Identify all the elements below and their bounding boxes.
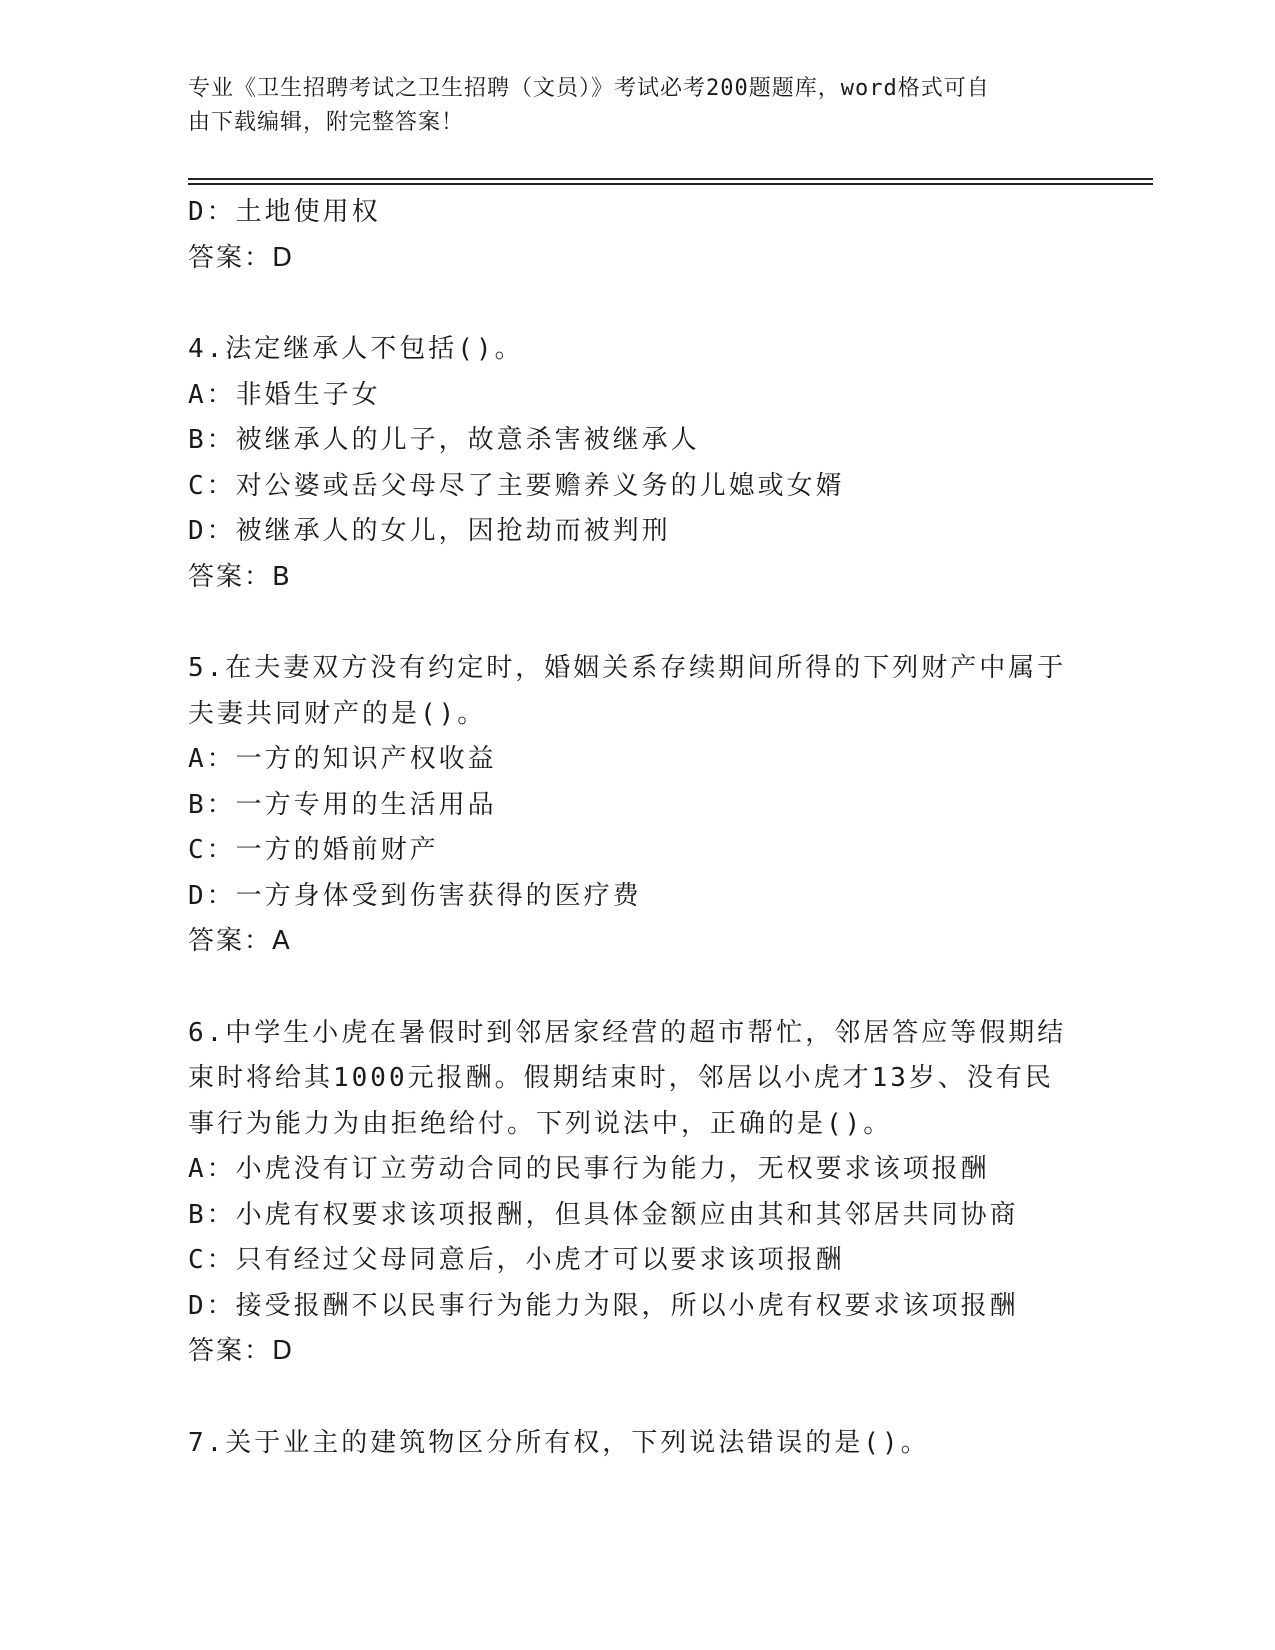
question-text: 夫妻共同财产的是()。 xyxy=(188,698,487,729)
question-text: 5.在夫妻双方没有约定时，婚姻关系存续期间所得的下列财产中属于 xyxy=(188,653,1067,683)
option-line: A：小虎没有订立劳动合同的民事行为能力，无权要求该项报酬 xyxy=(188,1154,990,1184)
question-text: 束时将给其1000元报酬。假期结束时，邻居以小虎才13岁、没有民 xyxy=(188,1063,1054,1093)
spacer xyxy=(188,281,1088,327)
option-line: D：接受报酬不以民事行为能力为限，所以小虎有权要求该项报酬 xyxy=(188,1290,1019,1321)
option-line: C：一方的婚前财产 xyxy=(188,835,439,865)
option-line: C：只有经过父母同意后，小虎才可以要求该项报酬 xyxy=(188,1245,845,1275)
spacer xyxy=(188,600,1088,646)
document-header xyxy=(188,72,1068,140)
option-line: D：土地使用权 xyxy=(188,197,381,227)
answer-line: 答案：A xyxy=(188,926,292,956)
option-line: B：小虎有权要求该项报酬，但具体金额应由其和其邻居共同协商 xyxy=(188,1199,1019,1230)
question-list xyxy=(188,190,1088,1466)
option-line: D：被继承人的女儿，因抢劫而被判刑 xyxy=(188,516,671,546)
answer-line: 答案：D xyxy=(188,1336,295,1366)
option-line: A：一方的知识产权收益 xyxy=(188,744,497,774)
spacer xyxy=(188,965,1088,1011)
option-line: C：对公婆或岳父母尽了主要赡养义务的儿媳或女婿 xyxy=(188,470,845,501)
option-line: D：一方身体受到伤害获得的医疗费 xyxy=(188,880,642,911)
question-text: 7.关于业主的建筑物区分所有权，下列说法错误的是()。 xyxy=(188,1427,930,1458)
header-line-1: 专业《卫生招聘考试之卫生招聘（文员）》考试必考200题题库，word格式可自 xyxy=(188,76,990,101)
header-divider-bottom xyxy=(188,183,1153,185)
option-line: B：一方专用的生活用品 xyxy=(188,789,497,820)
answer-line: 答案：D xyxy=(188,242,295,273)
question-text: 6.中学生小虎在暑假时到邻居家经营的超市帮忙，邻居答应等假期结 xyxy=(188,1017,1067,1048)
question-text: 事行为能力为由拒绝给付。下列说法中，正确的是()。 xyxy=(188,1108,893,1139)
header-line-2: 由下载编辑，附完整答案！ xyxy=(188,110,465,135)
answer-line: 答案：B xyxy=(188,561,292,592)
question-text: 4.法定继承人不包括()。 xyxy=(188,334,524,364)
spacer xyxy=(188,1375,1088,1421)
option-line: B：被继承人的儿子，故意杀害被继承人 xyxy=(188,425,700,455)
header-divider-top xyxy=(188,178,1153,180)
option-line: A：非婚生子女 xyxy=(188,379,381,410)
